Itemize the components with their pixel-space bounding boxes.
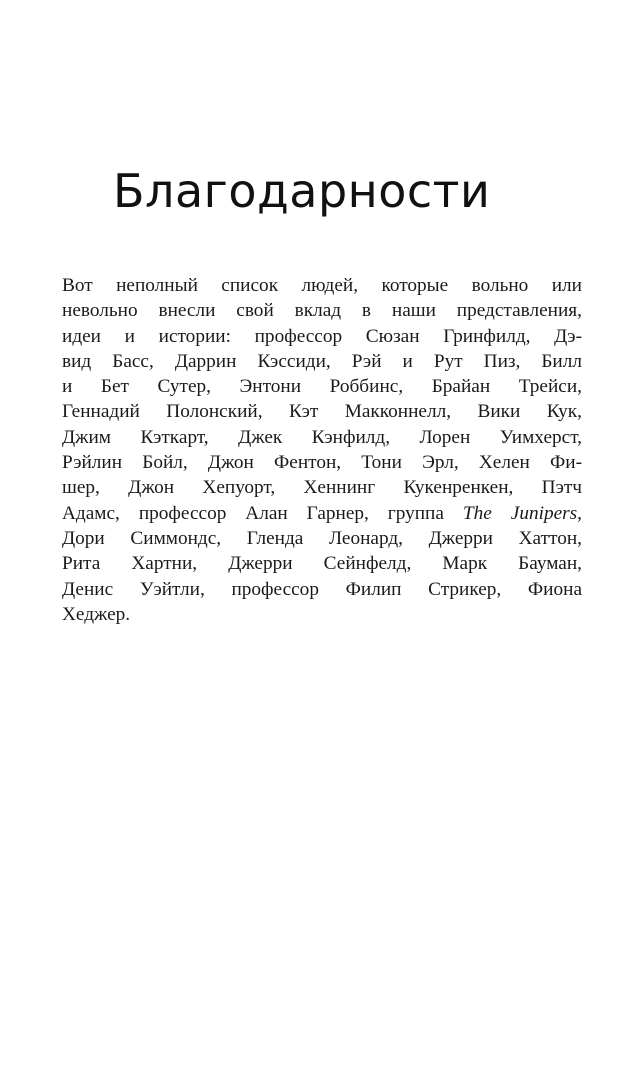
text-line-6: Геннадий Полонский, Кэт Макконнелл, Вики Кук, [62, 401, 582, 423]
text-line-7: Джим Кэткарт, Джек Кэнфилд, Лорен Уимхерст, [62, 426, 582, 448]
text-line-14: Хеджер. [62, 603, 131, 625]
text-line-10-end: , [577, 502, 582, 524]
text-line-1: Вот неполный список людей, которые вольно или [62, 275, 582, 296]
page-title: Благодарности [113, 164, 491, 218]
text-line-10-start: Адамс, профессор Алан Гарнер, группа [62, 502, 463, 524]
text-line-12: Рита Хартни, Джерри Сейнфелд, Марк Бауман, [62, 553, 582, 575]
text-line-5: и Бет Сутер, Энтони Роббинс, Брайан Трейси, [62, 376, 582, 398]
text-line-9: шер, Джон Хепуорт, Хеннинг Кукенренкен, Пэтч [62, 477, 582, 499]
text-line-11: Дори Симмондс, Гленда Леонард, Джерри Хаттон, [62, 527, 582, 549]
acknowledgements-paragraph [62, 273, 582, 627]
band-name: The Junipers [462, 502, 578, 524]
text-line-13: Денис Уэйтли, профессор Филип Стрикер, Фиона [62, 578, 582, 600]
text-line-10 [62, 501, 582, 526]
text-line-3: идеи и истории: профессор Сюзан Гринфилд, Дэ- [62, 325, 582, 347]
text-line-2: невольно внесли свой вклад в наши представления, [62, 300, 582, 322]
text-line-4: вид Басс, Даррин Кэссиди, Рэй и Рут Пиз, Билл [62, 350, 582, 372]
text-line-8: Рэйлин Бойл, Джон Фентон, Тони Эрл, Хелен Фи- [62, 452, 582, 474]
